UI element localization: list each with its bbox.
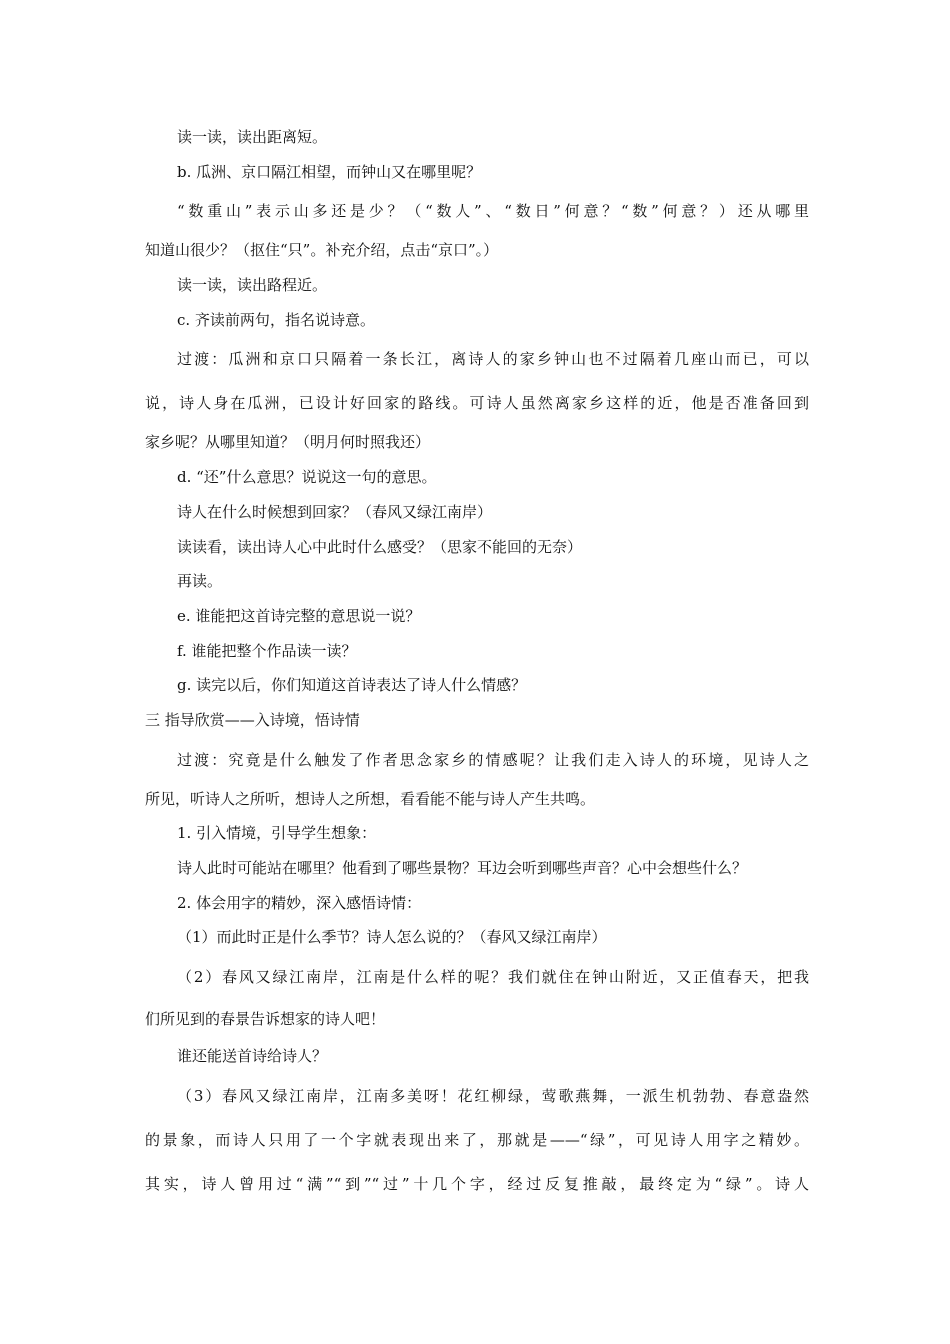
text-line: 说，诗人身在瓜洲，已设计好回家的路线。可诗人虽然离家乡这样的近，他是否准备回到 <box>145 394 809 413</box>
text-line: （2）春风又绿江南岸，江南是什么样的呢？我们就住在钟山附近，又正值春天，把我 <box>177 968 809 987</box>
text-line: 们所见到的春景告诉想家的诗人吧！ <box>145 1010 386 1029</box>
lesson-plan-text <box>145 120 809 1206</box>
text-line: 读一读，读出距离短。 <box>177 128 328 146</box>
text-line: （3）春风又绿江南岸，江南多美呀！花红柳绿，莺歌燕舞，一派生机勃勃、春意盎然 <box>177 1086 809 1105</box>
text-line: 过渡：瓜洲和京口只隔着一条长江，离诗人的家乡钟山也不过隔着几座山而已，可以 <box>177 350 809 369</box>
section-heading: 三 指导欣赏——入诗境，悟诗情 <box>145 710 360 729</box>
text-line: 诗人在什么时候想到回家？（春风又绿江南岸） <box>177 502 493 521</box>
text-line: 的景象，而诗人只用了一个字就表现出来了，那就是——“绿”，可见诗人用字之精妙。 <box>145 1130 809 1149</box>
text-line: c. 齐读前两句，指名说诗意。 <box>177 310 375 329</box>
text-line: 1. 引入情境，引导学生想象： <box>177 824 377 843</box>
text-line: 诗人此时可能站在哪里？他看到了哪些景物？耳边会听到哪些声音？心中会想些什么？ <box>177 859 748 877</box>
text-line: f. 谁能把整个作品读一读？ <box>177 641 357 660</box>
text-line: 读读看，读出诗人心中此时什么感受？（思家不能回的无奈） <box>177 537 583 556</box>
text-line: （1）而此时正是什么季节？诗人怎么说的？（春风又绿江南岸） <box>177 928 607 947</box>
text-line: 其实，诗人曾用过“满”“到”“过”十几个字，经过反复推敲，最终定为“绿”。诗人 <box>145 1174 809 1193</box>
text-line: 读一读，读出路程近。 <box>177 276 328 295</box>
text-line: g. 读完以后，你们知道这首诗表达了诗人什么情感？ <box>177 676 527 695</box>
text-line: e. 谁能把这首诗完整的意思说一说？ <box>177 606 421 625</box>
text-line: 过渡：究竟是什么触发了作者思念家乡的情感呢？让我们走入诗人的环境，见诗人之 <box>177 750 809 769</box>
text-line: “数重山”表示山多还是少？（“数人”、“数日”何意？“数”何意？）还从哪里 <box>177 202 809 221</box>
text-line: 再读。 <box>177 572 223 591</box>
text-line: 2. 体会用字的精妙，深入感悟诗情： <box>177 893 422 912</box>
text-line: 家乡呢？从哪里知道？（明月何时照我还） <box>145 433 431 452</box>
text-line: d. “还”什么意思？说说这一句的意思。 <box>177 468 437 487</box>
text-line: 所见，听诗人之所听，想诗人之所想，看看能不能与诗人产生共鸣。 <box>145 789 596 808</box>
text-line: 谁还能送首诗给诗人？ <box>177 1047 328 1066</box>
text-line: 知道山很少？（抠住“只”。补充介绍，点击“京口”。） <box>145 241 499 260</box>
text-line: b. 瓜洲、京口隔江相望，而钟山又在哪里呢？ <box>177 162 482 181</box>
